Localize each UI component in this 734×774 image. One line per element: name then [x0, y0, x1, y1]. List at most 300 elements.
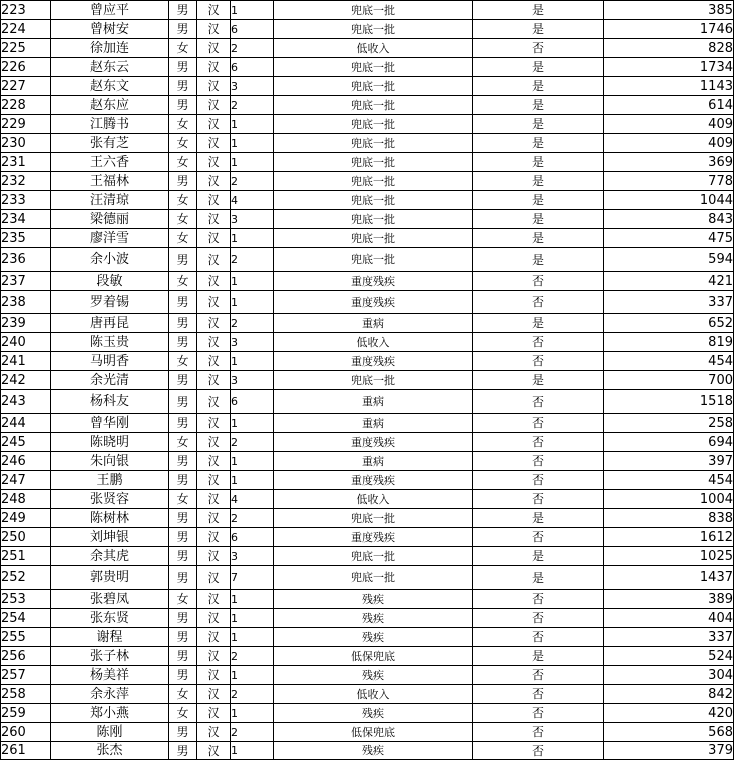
- member-name-cell[interactable]: 杨科友: [51, 390, 169, 414]
- flag-value-cell[interactable]: 是: [473, 248, 604, 272]
- amount-cell[interactable]: 700: [604, 371, 734, 390]
- row-number-cell[interactable]: 255: [1, 628, 51, 647]
- poverty-category-cell[interactable]: 残疾: [274, 742, 473, 760]
- ethnicity-cell[interactable]: 汉: [197, 58, 231, 77]
- row-number-cell[interactable]: 225: [1, 39, 51, 58]
- ethnicity-cell[interactable]: 汉: [197, 723, 231, 742]
- row-number-cell[interactable]: 250: [1, 528, 51, 547]
- member-name-cell[interactable]: 赵东云: [51, 58, 169, 77]
- flag-value-cell[interactable]: 是: [473, 210, 604, 229]
- household-size-cell[interactable]: 1: [231, 153, 274, 172]
- ethnicity-cell[interactable]: 汉: [197, 685, 231, 704]
- poverty-category-cell[interactable]: 兜底一批: [274, 191, 473, 210]
- amount-cell[interactable]: 842: [604, 685, 734, 704]
- ethnicity-cell[interactable]: 汉: [197, 96, 231, 115]
- row-number-cell[interactable]: 223: [1, 1, 51, 20]
- row-number-cell[interactable]: 258: [1, 685, 51, 704]
- amount-cell[interactable]: 568: [604, 723, 734, 742]
- row-number-cell[interactable]: 244: [1, 414, 51, 433]
- gender-cell[interactable]: 女: [169, 134, 197, 153]
- poverty-category-cell[interactable]: 兜底一批: [274, 172, 473, 191]
- member-name-cell[interactable]: 曾华刚: [51, 414, 169, 433]
- row-number-cell[interactable]: 248: [1, 490, 51, 509]
- poverty-category-cell[interactable]: 重病: [274, 390, 473, 414]
- member-name-cell[interactable]: 余永萍: [51, 685, 169, 704]
- household-size-cell[interactable]: 4: [231, 490, 274, 509]
- member-name-cell[interactable]: 陈树林: [51, 509, 169, 528]
- row-number-cell[interactable]: 226: [1, 58, 51, 77]
- gender-cell[interactable]: 女: [169, 229, 197, 248]
- member-name-cell[interactable]: 王福林: [51, 172, 169, 191]
- ethnicity-cell[interactable]: 汉: [197, 647, 231, 666]
- row-number-cell[interactable]: 231: [1, 153, 51, 172]
- gender-cell[interactable]: 男: [169, 452, 197, 471]
- household-size-cell[interactable]: 1: [231, 352, 274, 371]
- member-name-cell[interactable]: 赵东文: [51, 77, 169, 96]
- ethnicity-cell[interactable]: 汉: [197, 666, 231, 685]
- amount-cell[interactable]: 594: [604, 248, 734, 272]
- poverty-category-cell[interactable]: 重度残疾: [274, 528, 473, 547]
- gender-cell[interactable]: 男: [169, 742, 197, 760]
- flag-value-cell[interactable]: 是: [473, 20, 604, 39]
- gender-cell[interactable]: 男: [169, 390, 197, 414]
- household-size-cell[interactable]: 1: [231, 272, 274, 291]
- row-number-cell[interactable]: 234: [1, 210, 51, 229]
- flag-value-cell[interactable]: 否: [473, 609, 604, 628]
- flag-value-cell[interactable]: 是: [473, 172, 604, 191]
- ethnicity-cell[interactable]: 汉: [197, 471, 231, 490]
- flag-value-cell[interactable]: 否: [473, 742, 604, 760]
- ethnicity-cell[interactable]: 汉: [197, 609, 231, 628]
- ethnicity-cell[interactable]: 汉: [197, 390, 231, 414]
- ethnicity-cell[interactable]: 汉: [197, 547, 231, 566]
- gender-cell[interactable]: 女: [169, 39, 197, 58]
- poverty-category-cell[interactable]: 低收入: [274, 39, 473, 58]
- household-size-cell[interactable]: 1: [231, 134, 274, 153]
- member-name-cell[interactable]: 陈晓明: [51, 433, 169, 452]
- amount-cell[interactable]: 1437: [604, 566, 734, 590]
- poverty-category-cell[interactable]: 低收入: [274, 685, 473, 704]
- amount-cell[interactable]: 385: [604, 1, 734, 20]
- flag-value-cell[interactable]: 否: [473, 471, 604, 490]
- poverty-category-cell[interactable]: 低保兜底: [274, 723, 473, 742]
- row-number-cell[interactable]: 233: [1, 191, 51, 210]
- poverty-category-cell[interactable]: 兜底一批: [274, 58, 473, 77]
- amount-cell[interactable]: 369: [604, 153, 734, 172]
- member-name-cell[interactable]: 赵东应: [51, 96, 169, 115]
- member-name-cell[interactable]: 曾应平: [51, 1, 169, 20]
- flag-value-cell[interactable]: 是: [473, 647, 604, 666]
- poverty-category-cell[interactable]: 兜底一批: [274, 566, 473, 590]
- flag-value-cell[interactable]: 否: [473, 433, 604, 452]
- amount-cell[interactable]: 389: [604, 590, 734, 609]
- gender-cell[interactable]: 男: [169, 666, 197, 685]
- amount-cell[interactable]: 409: [604, 134, 734, 153]
- member-name-cell[interactable]: 汪清琼: [51, 191, 169, 210]
- flag-value-cell[interactable]: 否: [473, 685, 604, 704]
- amount-cell[interactable]: 524: [604, 647, 734, 666]
- gender-cell[interactable]: 男: [169, 333, 197, 352]
- ethnicity-cell[interactable]: 汉: [197, 134, 231, 153]
- amount-cell[interactable]: 337: [604, 291, 734, 314]
- household-size-cell[interactable]: 2: [231, 314, 274, 333]
- gender-cell[interactable]: 男: [169, 371, 197, 390]
- household-size-cell[interactable]: 7: [231, 566, 274, 590]
- row-number-cell[interactable]: 259: [1, 704, 51, 723]
- row-number-cell[interactable]: 237: [1, 272, 51, 291]
- gender-cell[interactable]: 男: [169, 172, 197, 191]
- poverty-category-cell[interactable]: 重病: [274, 314, 473, 333]
- poverty-category-cell[interactable]: 重度残疾: [274, 433, 473, 452]
- amount-cell[interactable]: 337: [604, 628, 734, 647]
- household-size-cell[interactable]: 2: [231, 96, 274, 115]
- row-number-cell[interactable]: 254: [1, 609, 51, 628]
- ethnicity-cell[interactable]: 汉: [197, 272, 231, 291]
- gender-cell[interactable]: 女: [169, 490, 197, 509]
- poverty-category-cell[interactable]: 兜底一批: [274, 153, 473, 172]
- row-number-cell[interactable]: 238: [1, 291, 51, 314]
- household-size-cell[interactable]: 3: [231, 547, 274, 566]
- amount-cell[interactable]: 1044: [604, 191, 734, 210]
- poverty-category-cell[interactable]: 兜底一批: [274, 134, 473, 153]
- gender-cell[interactable]: 女: [169, 685, 197, 704]
- member-name-cell[interactable]: 陈玉贵: [51, 333, 169, 352]
- ethnicity-cell[interactable]: 汉: [197, 172, 231, 191]
- ethnicity-cell[interactable]: 汉: [197, 333, 231, 352]
- ethnicity-cell[interactable]: 汉: [197, 314, 231, 333]
- gender-cell[interactable]: 男: [169, 291, 197, 314]
- ethnicity-cell[interactable]: 汉: [197, 704, 231, 723]
- member-name-cell[interactable]: 罗着锡: [51, 291, 169, 314]
- poverty-category-cell[interactable]: 兜底一批: [274, 20, 473, 39]
- household-size-cell[interactable]: 6: [231, 20, 274, 39]
- poverty-category-cell[interactable]: 兜底一批: [274, 509, 473, 528]
- household-size-cell[interactable]: 1: [231, 229, 274, 248]
- poverty-category-cell[interactable]: 重度残疾: [274, 291, 473, 314]
- flag-value-cell[interactable]: 是: [473, 77, 604, 96]
- poverty-category-cell[interactable]: 残疾: [274, 609, 473, 628]
- amount-cell[interactable]: 819: [604, 333, 734, 352]
- gender-cell[interactable]: 男: [169, 609, 197, 628]
- flag-value-cell[interactable]: 否: [473, 414, 604, 433]
- member-name-cell[interactable]: 王鹏: [51, 471, 169, 490]
- amount-cell[interactable]: 1143: [604, 77, 734, 96]
- ethnicity-cell[interactable]: 汉: [197, 1, 231, 20]
- ethnicity-cell[interactable]: 汉: [197, 20, 231, 39]
- poverty-category-cell[interactable]: 兜底一批: [274, 210, 473, 229]
- household-size-cell[interactable]: 2: [231, 723, 274, 742]
- poverty-category-cell[interactable]: 兜底一批: [274, 1, 473, 20]
- ethnicity-cell[interactable]: 汉: [197, 528, 231, 547]
- amount-cell[interactable]: 421: [604, 272, 734, 291]
- row-number-cell[interactable]: 236: [1, 248, 51, 272]
- household-size-cell[interactable]: 2: [231, 433, 274, 452]
- member-name-cell[interactable]: 朱向银: [51, 452, 169, 471]
- gender-cell[interactable]: 女: [169, 704, 197, 723]
- household-size-cell[interactable]: 2: [231, 647, 274, 666]
- flag-value-cell[interactable]: 否: [473, 272, 604, 291]
- ethnicity-cell[interactable]: 汉: [197, 229, 231, 248]
- member-name-cell[interactable]: 张碧凤: [51, 590, 169, 609]
- amount-cell[interactable]: 454: [604, 352, 734, 371]
- row-number-cell[interactable]: 246: [1, 452, 51, 471]
- row-number-cell[interactable]: 249: [1, 509, 51, 528]
- flag-value-cell[interactable]: 是: [473, 229, 604, 248]
- member-name-cell[interactable]: 郑小燕: [51, 704, 169, 723]
- ethnicity-cell[interactable]: 汉: [197, 210, 231, 229]
- row-number-cell[interactable]: 243: [1, 390, 51, 414]
- household-size-cell[interactable]: 1: [231, 666, 274, 685]
- flag-value-cell[interactable]: 是: [473, 566, 604, 590]
- amount-cell[interactable]: 397: [604, 452, 734, 471]
- poverty-category-cell[interactable]: 重病: [274, 414, 473, 433]
- gender-cell[interactable]: 男: [169, 628, 197, 647]
- member-name-cell[interactable]: 张东贤: [51, 609, 169, 628]
- amount-cell[interactable]: 1612: [604, 528, 734, 547]
- amount-cell[interactable]: 304: [604, 666, 734, 685]
- row-number-cell[interactable]: 251: [1, 547, 51, 566]
- member-name-cell[interactable]: 徐加连: [51, 39, 169, 58]
- flag-value-cell[interactable]: 否: [473, 528, 604, 547]
- gender-cell[interactable]: 男: [169, 566, 197, 590]
- flag-value-cell[interactable]: 否: [473, 333, 604, 352]
- member-name-cell[interactable]: 张有芝: [51, 134, 169, 153]
- flag-value-cell[interactable]: 是: [473, 191, 604, 210]
- member-name-cell[interactable]: 杨美祥: [51, 666, 169, 685]
- flag-value-cell[interactable]: 否: [473, 666, 604, 685]
- gender-cell[interactable]: 男: [169, 1, 197, 20]
- ethnicity-cell[interactable]: 汉: [197, 490, 231, 509]
- amount-cell[interactable]: 652: [604, 314, 734, 333]
- poverty-category-cell[interactable]: 兜底一批: [274, 248, 473, 272]
- amount-cell[interactable]: 475: [604, 229, 734, 248]
- member-name-cell[interactable]: 谢程: [51, 628, 169, 647]
- poverty-category-cell[interactable]: 残疾: [274, 704, 473, 723]
- row-number-cell[interactable]: 232: [1, 172, 51, 191]
- household-size-cell[interactable]: 3: [231, 77, 274, 96]
- row-number-cell[interactable]: 247: [1, 471, 51, 490]
- amount-cell[interactable]: 409: [604, 115, 734, 134]
- flag-value-cell[interactable]: 是: [473, 96, 604, 115]
- row-number-cell[interactable]: 252: [1, 566, 51, 590]
- row-number-cell[interactable]: 235: [1, 229, 51, 248]
- flag-value-cell[interactable]: 否: [473, 452, 604, 471]
- gender-cell[interactable]: 女: [169, 590, 197, 609]
- flag-value-cell[interactable]: 否: [473, 352, 604, 371]
- flag-value-cell[interactable]: 是: [473, 58, 604, 77]
- member-name-cell[interactable]: 马明香: [51, 352, 169, 371]
- gender-cell[interactable]: 男: [169, 471, 197, 490]
- amount-cell[interactable]: 1518: [604, 390, 734, 414]
- gender-cell[interactable]: 男: [169, 77, 197, 96]
- member-name-cell[interactable]: 刘坤银: [51, 528, 169, 547]
- amount-cell[interactable]: 694: [604, 433, 734, 452]
- flag-value-cell[interactable]: 否: [473, 704, 604, 723]
- amount-cell[interactable]: 614: [604, 96, 734, 115]
- flag-value-cell[interactable]: 是: [473, 509, 604, 528]
- gender-cell[interactable]: 女: [169, 210, 197, 229]
- ethnicity-cell[interactable]: 汉: [197, 153, 231, 172]
- ethnicity-cell[interactable]: 汉: [197, 414, 231, 433]
- gender-cell[interactable]: 男: [169, 509, 197, 528]
- household-size-cell[interactable]: 6: [231, 58, 274, 77]
- ethnicity-cell[interactable]: 汉: [197, 77, 231, 96]
- gender-cell[interactable]: 男: [169, 96, 197, 115]
- gender-cell[interactable]: 男: [169, 248, 197, 272]
- gender-cell[interactable]: 男: [169, 723, 197, 742]
- member-name-cell[interactable]: 江腾书: [51, 115, 169, 134]
- poverty-category-cell[interactable]: 兜底一批: [274, 77, 473, 96]
- ethnicity-cell[interactable]: 汉: [197, 191, 231, 210]
- amount-cell[interactable]: 778: [604, 172, 734, 191]
- row-number-cell[interactable]: 260: [1, 723, 51, 742]
- flag-value-cell[interactable]: 是: [473, 1, 604, 20]
- member-name-cell[interactable]: 曾树安: [51, 20, 169, 39]
- household-size-cell[interactable]: 3: [231, 333, 274, 352]
- flag-value-cell[interactable]: 否: [473, 39, 604, 58]
- flag-value-cell[interactable]: 是: [473, 115, 604, 134]
- gender-cell[interactable]: 女: [169, 352, 197, 371]
- poverty-category-cell[interactable]: 重度残疾: [274, 272, 473, 291]
- household-size-cell[interactable]: 2: [231, 509, 274, 528]
- flag-value-cell[interactable]: 否: [473, 390, 604, 414]
- gender-cell[interactable]: 女: [169, 115, 197, 134]
- member-name-cell[interactable]: 张子林: [51, 647, 169, 666]
- ethnicity-cell[interactable]: 汉: [197, 248, 231, 272]
- row-number-cell[interactable]: 239: [1, 314, 51, 333]
- ethnicity-cell[interactable]: 汉: [197, 352, 231, 371]
- household-size-cell[interactable]: 1: [231, 628, 274, 647]
- household-size-cell[interactable]: 1: [231, 291, 274, 314]
- household-size-cell[interactable]: 1: [231, 414, 274, 433]
- gender-cell[interactable]: 男: [169, 414, 197, 433]
- poverty-category-cell[interactable]: 兜底一批: [274, 547, 473, 566]
- poverty-category-cell[interactable]: 低保兜底: [274, 647, 473, 666]
- amount-cell[interactable]: 838: [604, 509, 734, 528]
- row-number-cell[interactable]: 240: [1, 333, 51, 352]
- ethnicity-cell[interactable]: 汉: [197, 628, 231, 647]
- flag-value-cell[interactable]: 是: [473, 153, 604, 172]
- ethnicity-cell[interactable]: 汉: [197, 291, 231, 314]
- poverty-category-cell[interactable]: 重病: [274, 452, 473, 471]
- poverty-category-cell[interactable]: 重度残疾: [274, 471, 473, 490]
- gender-cell[interactable]: 男: [169, 58, 197, 77]
- household-size-cell[interactable]: 1: [231, 704, 274, 723]
- poverty-category-cell[interactable]: 兜底一批: [274, 371, 473, 390]
- amount-cell[interactable]: 1734: [604, 58, 734, 77]
- household-size-cell[interactable]: 2: [231, 248, 274, 272]
- ethnicity-cell[interactable]: 汉: [197, 371, 231, 390]
- amount-cell[interactable]: 828: [604, 39, 734, 58]
- member-name-cell[interactable]: 段敏: [51, 272, 169, 291]
- row-number-cell[interactable]: 241: [1, 352, 51, 371]
- ethnicity-cell[interactable]: 汉: [197, 742, 231, 760]
- poverty-category-cell[interactable]: 残疾: [274, 628, 473, 647]
- household-size-cell[interactable]: 1: [231, 471, 274, 490]
- member-name-cell[interactable]: 陈刚: [51, 723, 169, 742]
- poverty-category-cell[interactable]: 兜底一批: [274, 229, 473, 248]
- amount-cell[interactable]: 1025: [604, 547, 734, 566]
- member-name-cell[interactable]: 余其虎: [51, 547, 169, 566]
- row-number-cell[interactable]: 230: [1, 134, 51, 153]
- member-name-cell[interactable]: 廖洋雪: [51, 229, 169, 248]
- gender-cell[interactable]: 男: [169, 528, 197, 547]
- gender-cell[interactable]: 女: [169, 272, 197, 291]
- flag-value-cell[interactable]: 是: [473, 134, 604, 153]
- household-size-cell[interactable]: 3: [231, 210, 274, 229]
- gender-cell[interactable]: 男: [169, 647, 197, 666]
- poverty-category-cell[interactable]: 残疾: [274, 666, 473, 685]
- poverty-category-cell[interactable]: 重度残疾: [274, 352, 473, 371]
- row-number-cell[interactable]: 242: [1, 371, 51, 390]
- ethnicity-cell[interactable]: 汉: [197, 39, 231, 58]
- row-number-cell[interactable]: 257: [1, 666, 51, 685]
- amount-cell[interactable]: 1004: [604, 490, 734, 509]
- row-number-cell[interactable]: 253: [1, 590, 51, 609]
- amount-cell[interactable]: 258: [604, 414, 734, 433]
- ethnicity-cell[interactable]: 汉: [197, 590, 231, 609]
- row-number-cell[interactable]: 261: [1, 742, 51, 760]
- household-size-cell[interactable]: 1: [231, 742, 274, 760]
- amount-cell[interactable]: 404: [604, 609, 734, 628]
- flag-value-cell[interactable]: 否: [473, 291, 604, 314]
- household-size-cell[interactable]: 2: [231, 685, 274, 704]
- gender-cell[interactable]: 女: [169, 191, 197, 210]
- flag-value-cell[interactable]: 否: [473, 490, 604, 509]
- flag-value-cell[interactable]: 否: [473, 628, 604, 647]
- amount-cell[interactable]: 420: [604, 704, 734, 723]
- household-size-cell[interactable]: 1: [231, 609, 274, 628]
- household-size-cell[interactable]: 2: [231, 39, 274, 58]
- amount-cell[interactable]: 454: [604, 471, 734, 490]
- poverty-category-cell[interactable]: 兜底一批: [274, 115, 473, 134]
- member-name-cell[interactable]: 张杰: [51, 742, 169, 760]
- row-number-cell[interactable]: 224: [1, 20, 51, 39]
- poverty-category-cell[interactable]: 低收入: [274, 490, 473, 509]
- gender-cell[interactable]: 女: [169, 433, 197, 452]
- household-size-cell[interactable]: 1: [231, 1, 274, 20]
- amount-cell[interactable]: 379: [604, 742, 734, 760]
- row-number-cell[interactable]: 227: [1, 77, 51, 96]
- gender-cell[interactable]: 男: [169, 314, 197, 333]
- household-size-cell[interactable]: 6: [231, 390, 274, 414]
- household-size-cell[interactable]: 4: [231, 191, 274, 210]
- member-name-cell[interactable]: 郭贵明: [51, 566, 169, 590]
- flag-value-cell[interactable]: 否: [473, 723, 604, 742]
- member-name-cell[interactable]: 张贤容: [51, 490, 169, 509]
- row-number-cell[interactable]: 245: [1, 433, 51, 452]
- flag-value-cell[interactable]: 是: [473, 314, 604, 333]
- flag-value-cell[interactable]: 是: [473, 371, 604, 390]
- gender-cell[interactable]: 男: [169, 547, 197, 566]
- household-size-cell[interactable]: 3: [231, 371, 274, 390]
- gender-cell[interactable]: 女: [169, 153, 197, 172]
- flag-value-cell[interactable]: 否: [473, 590, 604, 609]
- row-number-cell[interactable]: 229: [1, 115, 51, 134]
- row-number-cell[interactable]: 228: [1, 96, 51, 115]
- amount-cell[interactable]: 843: [604, 210, 734, 229]
- member-name-cell[interactable]: 余光清: [51, 371, 169, 390]
- household-size-cell[interactable]: 1: [231, 452, 274, 471]
- member-name-cell[interactable]: 唐再昆: [51, 314, 169, 333]
- poverty-category-cell[interactable]: 残疾: [274, 590, 473, 609]
- ethnicity-cell[interactable]: 汉: [197, 509, 231, 528]
- ethnicity-cell[interactable]: 汉: [197, 566, 231, 590]
- amount-cell[interactable]: 1746: [604, 20, 734, 39]
- household-size-cell[interactable]: 1: [231, 115, 274, 134]
- household-size-cell[interactable]: 1: [231, 590, 274, 609]
- member-name-cell[interactable]: 余小波: [51, 248, 169, 272]
